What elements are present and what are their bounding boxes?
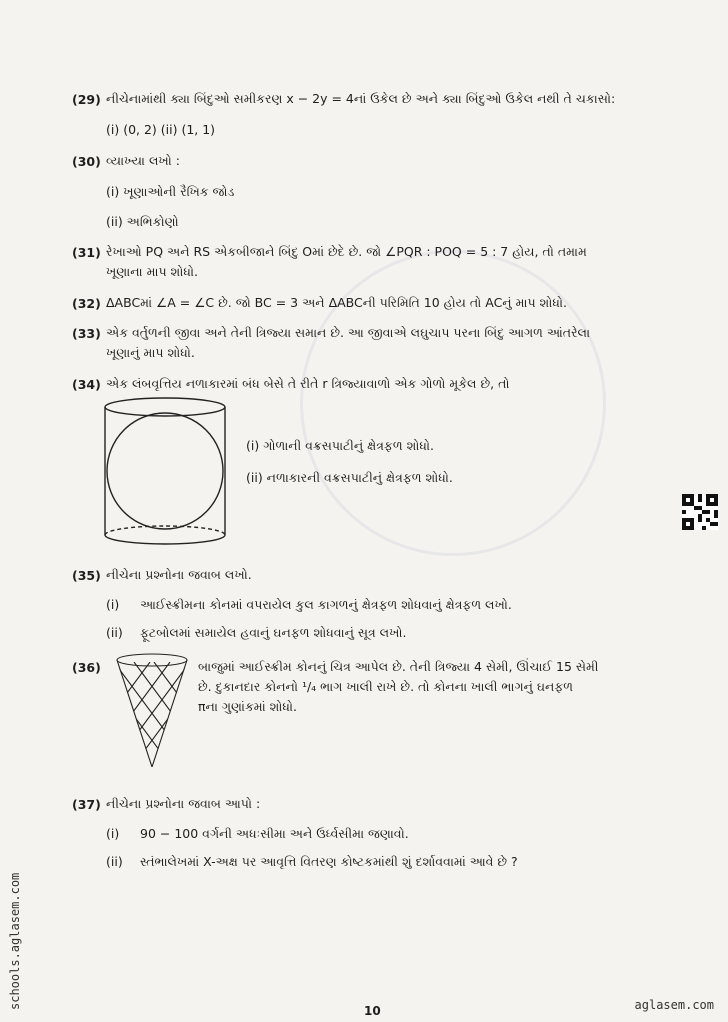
sub-question: (ii) નળાકારની વક્રસપાટીનું ક્ષેત્રફળ શોધો.: [246, 470, 453, 485]
question-number: (32): [72, 296, 101, 311]
question-number: (36): [72, 660, 101, 675]
question-number: (29): [72, 92, 101, 107]
question-text: નીચેના પ્રશ્નોના જવાબ લખો.: [106, 567, 252, 582]
question-text: ખૂણાનું માપ શોધો.: [106, 345, 195, 360]
question-number: (34): [72, 377, 101, 392]
question-text: રેખાઓ PQ અને RS એકબીજાને બિંદુ Oમાં છેદે છે. જો ∠PQR : POQ = 5 : 7 હોય, તો તમામ: [106, 244, 587, 259]
question-text: નીચેના પ્રશ્નોના જવાબ આપો :: [106, 796, 261, 811]
sub-question: 90 − 100 વર્ગની અધઃસીમા અને ઉર્ધ્વસીમા જણાવો.: [140, 826, 409, 841]
sub-question: (i) ખૂણાઓની રૈખિક જોડ: [106, 184, 235, 199]
ice-cream-cone-figure: [114, 650, 190, 770]
question-number: (33): [72, 326, 101, 341]
sub-question: ફૂટબોલમાં સમાયેલ હવાનું ઘનફળ શોધવાનું સૂત્ર લખો.: [140, 625, 407, 640]
question-number: (37): [72, 797, 101, 812]
sub-question-number: (i): [106, 597, 120, 612]
question-text: છે. દુકાનદાર કોનનો ¹/₄ ભાગ ખાલી રાખે છે. તો કોનના ખાલી ભાગનું ઘનફળ: [198, 679, 573, 694]
question-number: (31): [72, 245, 101, 260]
question-text: એક વર્તુળની જીવા અને તેની ત્રિજ્યા સમાન છે. આ જીવાએ લઘુચાપ પરના બિંદુ આગળ આંતરેલા: [106, 325, 591, 340]
sub-question: (i) ગોળાની વક્રસપાટીનું ક્ષેત્રફળ શોધો.: [246, 438, 434, 453]
sub-question: સ્તંભાલેખમાં X-અક્ષ પર આવૃત્તિ વિતરણ કોષ્ટકમાંથી શું દર્શાવવામાં આવે છે ?: [140, 854, 518, 869]
question-number: (30): [72, 154, 101, 169]
side-watermark-url: schools.aglasem.com: [8, 872, 22, 1010]
question-text: ખૂણાના માપ શોધો.: [106, 264, 198, 279]
sub-question: (ii) અભિકોણો: [106, 214, 179, 229]
question-text: વ્યાખ્યા લખો :: [106, 153, 180, 168]
sub-question-number: (ii): [106, 854, 123, 869]
sub-question-number: (ii): [106, 625, 123, 640]
page-number: 10: [364, 1004, 381, 1018]
question-number: (35): [72, 568, 101, 583]
question-text: ΔABCમાં ∠A = ∠C છે. જો BC = 3 અને ΔABCની પરિમિતિ 10 હોય તો ACનું માપ શોધો.: [106, 295, 567, 310]
question-text: બાજુમાં આઈસ્ક્રીમ કોનનું ચિત્ર આપેલ છે. તેની ત્રિજ્યા 4 સેમી, ઊંચાઈ 15 સેમી: [198, 659, 599, 674]
cylinder-with-sphere-figure: [100, 395, 230, 550]
sub-question: આઈસ્ક્રીમના કોનમાં વપરાયેલ કુલ કાગળનું ક્ષેત્રફળ શોધવાનું ક્ષેત્રફળ લખો.: [140, 597, 512, 612]
question-text: નીચેનામાંથી ક્યા બિંદુઓ સમીકરણ x − 2y = 4નાં ઉકેલ છે અને ક્યા બિંદુઓ ઉકેલ નથી તે ચકાસો:: [106, 91, 616, 106]
brand-watermark: aglasem.com: [634, 998, 714, 1012]
question-text: એક લંબવૃત્તિય નળાકારમાં બંધ બેસે તે રીતે r ત્રિજ્યાવાળો એક ગોળો મૂકેલ છે, તો: [106, 376, 510, 391]
question-options: (i) (0, 2) (ii) (1, 1): [106, 122, 216, 137]
question-text: πના ગુણાંકમાં શોધો.: [198, 699, 298, 714]
sub-question-number: (i): [106, 826, 120, 841]
qr-code-icon: [682, 494, 718, 530]
